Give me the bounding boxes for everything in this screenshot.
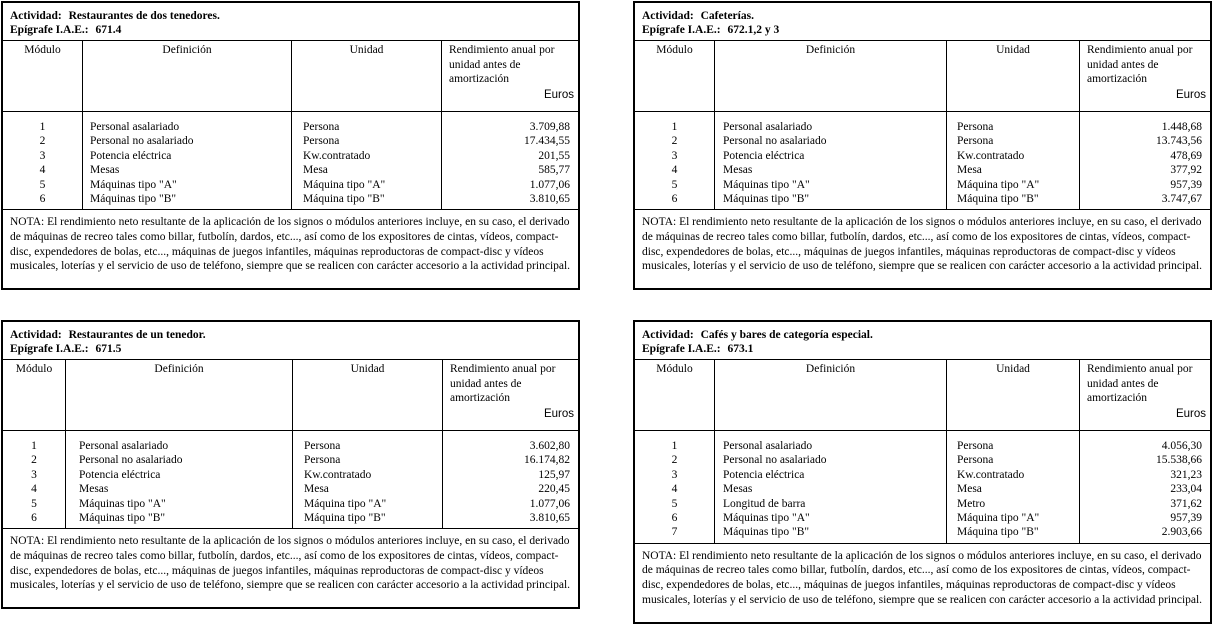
nota-text: NOTA: El rendimiento neto resultante de la aplicación de los signos o módulos anteriores incluye, en su caso, el derivado de máquinas de recreo tales como billar, futbolín, dardos, etc..., así como de los expositores de cintas, vídeos, compact-disc, expendedores de bolas, etc..., máquinas de juegos infantiles, máquinas reproductoras de compact-disc y vídeos musicales, loterías y el servicio de uso de teléfono, siempre que se realicen con carácter accesorio a la actividad principal. bbox=[10, 216, 571, 273]
row-valor: 957,39 bbox=[1170, 178, 1202, 191]
row-definicion: Potencia eléctrica bbox=[90, 149, 172, 162]
modulo-column bbox=[3, 431, 66, 528]
row-definicion: Personal asalariado bbox=[723, 121, 813, 133]
row-modulo: 6 bbox=[31, 511, 37, 524]
actividad-name: Cafeterías. bbox=[700, 10, 754, 22]
nota-text: NOTA: El rendimiento neto resultante de la aplicación de los signos o módulos anteriores incluye, en su caso, el derivado de máquinas de recreo tales como billar, futbolín, dardos, etc..., así como de los expositores de cintas, vídeos, compact-disc, expendedores de bolas, etc..., máquinas de juegos infantiles, máquinas reproductoras de compact-disc y vídeos musicales, loterías y el servicio de uso de teléfono, siempre que se realicen con carácter accesorio a la actividad principal. bbox=[642, 549, 1203, 606]
module-table bbox=[633, 320, 1212, 624]
row-modulo: 3 bbox=[671, 468, 678, 481]
nota-text: NOTA: El rendimiento neto resultante de la aplicación de los signos o módulos anteriores incluye, en su caso, el derivado de máquinas de recreo tales como billar, futbolín, dardos, etc..., así como de los expositores de cintas, vídeos, compact-disc, expendedores de bolas, etc..., máquinas de juegos infantiles, máquinas reproductoras de compact-disc y vídeos musicales, loterías y el servicio de uso de teléfono, siempre que se realicen con carácter accesorio a la actividad principal. bbox=[642, 216, 1203, 273]
row-unidad: Máquina tipo "A" bbox=[957, 511, 1040, 524]
epigrafe-code: 673.1 bbox=[727, 343, 754, 355]
col-modulo: Módulo bbox=[3, 41, 83, 111]
row-definicion: Máquinas tipo "A" bbox=[79, 497, 166, 510]
row-modulo: 4 bbox=[31, 483, 37, 496]
table-header bbox=[3, 322, 578, 360]
row-definicion: Personal no asalariado bbox=[723, 135, 827, 148]
definicion-column bbox=[715, 431, 947, 543]
col-unidad: Unidad bbox=[293, 360, 443, 430]
nota-text: NOTA: El rendimiento neto resultante de la aplicación de los signos o módulos anteriores incluye, en su caso, el derivado de máquinas de recreo tales como billar, futbolín, dardos, etc..., así como de los expositores de cintas, vídeos, compact-disc, expendedores de bolas, etc..., máquinas de juegos infantiles, máquinas reproductoras de compact-disc y vídeos musicales, loterías y el servicio de uso de teléfono, siempre que se realicen con carácter accesorio a la actividad principal. bbox=[10, 535, 571, 592]
row-valor: 15.538,66 bbox=[1156, 454, 1202, 467]
col-rendimiento bbox=[1080, 41, 1210, 111]
row-modulo: 4 bbox=[671, 483, 678, 496]
row-modulo: 7 bbox=[671, 526, 678, 539]
row-valor: 220,45 bbox=[538, 483, 570, 496]
row-valor: 1.448,68 bbox=[1161, 121, 1202, 133]
row-valor: 478,69 bbox=[1170, 149, 1202, 162]
epigrafe-code: 672.1,2 y 3 bbox=[727, 24, 780, 36]
rendimiento-label: Rendimiento anual por unidad antes de amortización bbox=[1087, 363, 1193, 404]
row-unidad: Máquina tipo "A" bbox=[957, 178, 1040, 191]
unidad-column bbox=[293, 431, 443, 528]
col-definicion: Definición bbox=[715, 41, 947, 111]
euros-label: Euros bbox=[1175, 88, 1206, 101]
table-header bbox=[635, 322, 1210, 360]
row-definicion: Máquinas tipo "A" bbox=[723, 178, 810, 191]
row-unidad: Mesa bbox=[304, 483, 329, 496]
row-modulo: 5 bbox=[671, 497, 678, 510]
actividad-label: Actividad: bbox=[10, 329, 62, 341]
euros-label: Euros bbox=[543, 407, 574, 420]
epigrafe-label: Epígrafe I.A.E.: bbox=[10, 343, 89, 355]
actividad-name: Restaurantes de dos tenedores. bbox=[68, 10, 220, 22]
epigrafe-code: 671.4 bbox=[95, 24, 122, 36]
row-modulo: 5 bbox=[39, 178, 46, 191]
row-modulo: 2 bbox=[31, 454, 37, 467]
row-modulo: 2 bbox=[671, 454, 678, 467]
modulo-column bbox=[635, 431, 715, 543]
row-modulo: 3 bbox=[671, 149, 678, 162]
row-definicion: Máquinas tipo "B" bbox=[90, 192, 177, 205]
row-unidad: Kw.contratado bbox=[957, 149, 1025, 162]
row-modulo: 4 bbox=[39, 164, 46, 177]
row-definicion: Máquinas tipo "B" bbox=[79, 511, 166, 524]
row-valor: 1.077,06 bbox=[529, 497, 570, 510]
row-unidad: Persona bbox=[303, 121, 340, 133]
definicion-column bbox=[66, 431, 293, 528]
row-unidad: Persona bbox=[304, 440, 341, 452]
row-definicion: Personal asalariado bbox=[79, 440, 169, 452]
row-definicion: Personal no asalariado bbox=[90, 135, 194, 148]
row-unidad: Kw.contratado bbox=[303, 149, 371, 162]
module-table bbox=[1, 320, 580, 609]
row-unidad: Máquina tipo "B" bbox=[303, 192, 385, 205]
row-definicion: Longitud de barra bbox=[723, 497, 806, 510]
row-definicion: Potencia eléctrica bbox=[79, 468, 161, 481]
definicion-column bbox=[83, 112, 292, 209]
row-unidad: Persona bbox=[957, 135, 994, 148]
row-valor: 321,23 bbox=[1170, 468, 1202, 481]
rows-area bbox=[635, 112, 1210, 210]
euros-label: Euros bbox=[1175, 407, 1206, 420]
epigrafe-label: Epígrafe I.A.E.: bbox=[642, 24, 721, 36]
rendimiento-label: Rendimiento anual por unidad antes de amortización bbox=[449, 44, 555, 85]
row-definicion: Máquinas tipo "B" bbox=[723, 526, 810, 539]
row-definicion: Máquinas tipo "B" bbox=[723, 192, 810, 205]
row-unidad: Persona bbox=[303, 135, 340, 148]
row-unidad: Mesa bbox=[957, 164, 982, 177]
row-valor: 17.434,55 bbox=[524, 135, 570, 148]
row-modulo: 5 bbox=[671, 178, 678, 191]
unidad-column bbox=[292, 112, 442, 209]
actividad-name: Restaurantes de un tenedor. bbox=[68, 329, 206, 341]
column-headers bbox=[3, 360, 578, 431]
table-header bbox=[635, 3, 1210, 41]
actividad-name: Cafés y bares de categoría especial. bbox=[700, 329, 873, 341]
row-valor: 125,97 bbox=[538, 468, 570, 481]
row-unidad: Máquina tipo "B" bbox=[304, 511, 386, 524]
col-definicion: Definición bbox=[715, 360, 947, 430]
row-definicion: Mesas bbox=[723, 483, 753, 496]
col-modulo: Módulo bbox=[635, 41, 715, 111]
row-valor: 13.743,56 bbox=[1156, 135, 1202, 148]
col-unidad: Unidad bbox=[947, 360, 1080, 430]
row-valor: 3.709,88 bbox=[529, 121, 570, 133]
row-modulo: 3 bbox=[39, 149, 46, 162]
table-header bbox=[3, 3, 578, 41]
module-table bbox=[1, 1, 580, 290]
row-modulo: 1 bbox=[31, 440, 37, 452]
row-modulo: 2 bbox=[39, 135, 46, 148]
row-definicion: Personal no asalariado bbox=[723, 454, 827, 467]
actividad-label: Actividad: bbox=[642, 10, 694, 22]
row-valor: 3.810,65 bbox=[529, 511, 570, 524]
row-definicion: Potencia eléctrica bbox=[723, 468, 805, 481]
epigrafe-code: 671.5 bbox=[95, 343, 122, 355]
row-valor: 3.747,67 bbox=[1161, 192, 1202, 205]
euros-label: Euros bbox=[543, 88, 574, 101]
row-modulo: 4 bbox=[671, 164, 678, 177]
row-unidad: Persona bbox=[304, 454, 341, 467]
row-modulo: 6 bbox=[671, 192, 678, 205]
col-unidad: Unidad bbox=[947, 41, 1080, 111]
row-modulo: 6 bbox=[39, 192, 46, 205]
module-table bbox=[633, 1, 1212, 290]
row-valor: 377,92 bbox=[1170, 164, 1202, 177]
row-unidad: Kw.contratado bbox=[957, 468, 1025, 481]
row-valor: 371,62 bbox=[1170, 497, 1202, 510]
rows-area bbox=[3, 431, 578, 529]
column-headers bbox=[635, 360, 1210, 431]
row-valor: 585,77 bbox=[538, 164, 570, 177]
actividad-label: Actividad: bbox=[642, 329, 694, 341]
row-definicion: Mesas bbox=[90, 164, 120, 177]
row-definicion: Mesas bbox=[79, 483, 109, 496]
row-modulo: 5 bbox=[31, 497, 37, 510]
row-modulo: 1 bbox=[39, 121, 46, 133]
unidad-column bbox=[947, 112, 1080, 209]
epigrafe-label: Epígrafe I.A.E.: bbox=[642, 343, 721, 355]
actividad-label: Actividad: bbox=[10, 10, 62, 22]
rendimiento-label: Rendimiento anual por unidad antes de amortización bbox=[450, 363, 556, 404]
col-rendimiento bbox=[442, 41, 578, 111]
row-unidad: Persona bbox=[957, 440, 994, 452]
rows-area bbox=[3, 112, 578, 210]
row-valor: 2.903,66 bbox=[1161, 526, 1202, 539]
valor-column bbox=[1080, 112, 1210, 209]
row-modulo: 3 bbox=[31, 468, 37, 481]
row-unidad: Metro bbox=[957, 497, 986, 510]
row-unidad: Mesa bbox=[957, 483, 982, 496]
valor-column bbox=[1080, 431, 1210, 543]
valor-column bbox=[442, 112, 578, 209]
row-valor: 3.810,65 bbox=[529, 192, 570, 205]
row-unidad: Máquina tipo "B" bbox=[957, 526, 1039, 539]
row-unidad: Persona bbox=[957, 121, 994, 133]
rendimiento-label: Rendimiento anual por unidad antes de amortización bbox=[1087, 44, 1193, 85]
row-valor: 957,39 bbox=[1170, 511, 1202, 524]
row-modulo: 6 bbox=[671, 511, 678, 524]
col-rendimiento bbox=[443, 360, 578, 430]
modulo-column bbox=[3, 112, 83, 209]
row-unidad: Máquina tipo "A" bbox=[303, 178, 386, 191]
unidad-column bbox=[947, 431, 1080, 543]
row-valor: 16.174,82 bbox=[524, 454, 570, 467]
rows-area bbox=[635, 431, 1210, 544]
row-modulo: 2 bbox=[671, 135, 678, 148]
row-valor: 233,04 bbox=[1170, 483, 1202, 496]
col-rendimiento bbox=[1080, 360, 1210, 430]
row-valor: 201,55 bbox=[538, 149, 570, 162]
col-modulo: Módulo bbox=[635, 360, 715, 430]
row-definicion: Personal asalariado bbox=[723, 440, 813, 452]
valor-column bbox=[443, 431, 578, 528]
column-headers bbox=[3, 41, 578, 112]
col-definicion: Definición bbox=[83, 41, 292, 111]
row-unidad: Máquina tipo "B" bbox=[957, 192, 1039, 205]
row-definicion: Potencia eléctrica bbox=[723, 149, 805, 162]
row-definicion: Mesas bbox=[723, 164, 753, 177]
row-unidad: Kw.contratado bbox=[304, 468, 372, 481]
row-definicion: Personal asalariado bbox=[90, 121, 180, 133]
definicion-column bbox=[715, 112, 947, 209]
column-headers bbox=[635, 41, 1210, 112]
row-valor: 1.077,06 bbox=[529, 178, 570, 191]
row-valor: 4.056,30 bbox=[1161, 440, 1202, 452]
row-definicion: Máquinas tipo "A" bbox=[723, 511, 810, 524]
col-definicion: Definición bbox=[66, 360, 293, 430]
modulo-column bbox=[635, 112, 715, 209]
row-unidad: Mesa bbox=[303, 164, 328, 177]
row-definicion: Personal no asalariado bbox=[79, 454, 183, 467]
row-definicion: Máquinas tipo "A" bbox=[90, 178, 177, 191]
row-valor: 3.602,80 bbox=[529, 440, 570, 452]
row-modulo: 1 bbox=[671, 440, 678, 452]
row-unidad: Máquina tipo "A" bbox=[304, 497, 387, 510]
epigrafe-label: Epígrafe I.A.E.: bbox=[10, 24, 89, 36]
row-modulo: 1 bbox=[671, 121, 678, 133]
row-unidad: Persona bbox=[957, 454, 994, 467]
col-modulo: Módulo bbox=[3, 360, 66, 430]
col-unidad: Unidad bbox=[292, 41, 442, 111]
